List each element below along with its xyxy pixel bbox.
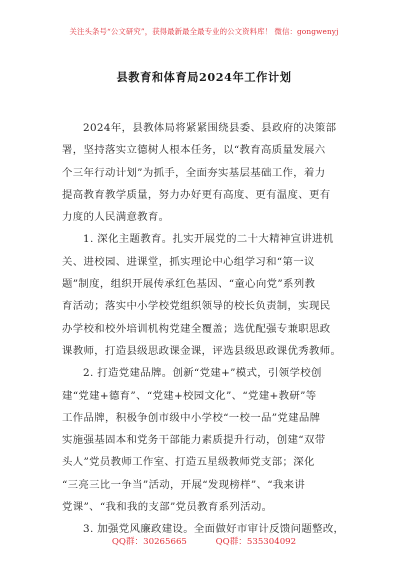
body-line: 题”制度，组织开展传承红色基因、“童心向党”系列教 bbox=[62, 278, 316, 291]
footer-qq-group-right: QQ群：535304092 bbox=[215, 537, 297, 547]
body-line: 个三年行动计划”为抓手，全面夯实基层基础工作，着力 bbox=[62, 166, 326, 179]
body-line: 1. 深化主题教育。扎实开展党的二十大精神宣讲进机 bbox=[83, 233, 334, 246]
body-line: 办学校和校外培训机构党建全覆盖；选优配强专兼职思政 bbox=[62, 322, 331, 335]
body-line: 2024年，县教体局将紧紧围绕县委、县政府的决策部 bbox=[83, 122, 337, 134]
body-line: 实施强基固本和党务干部能力素质提升行动，创建“双带 bbox=[62, 434, 326, 447]
body-line: 党课”、“我和我的支部”党员教育系列活动。 bbox=[62, 501, 273, 514]
body-line: 力度的人民满意教育。 bbox=[62, 211, 170, 224]
document-title: 县教育和体育局2024年工作计划 bbox=[116, 70, 292, 84]
body-line: “三亮三比一争当”活动，开展“发现榜样”、“我来讲 bbox=[62, 478, 306, 491]
body-line: 育活动；落实中小学校党组织领导的校长负责制，实现民 bbox=[62, 300, 331, 313]
body-line: 3. 加强党风廉政建设。全面做好市审计反馈问题整改， bbox=[83, 523, 345, 536]
body-line: 署，坚持落实立德树人根本任务，以“教育高质量发展六 bbox=[62, 144, 326, 157]
document-body bbox=[62, 117, 352, 541]
footer-contact bbox=[0, 535, 408, 547]
body-line: 工作品牌，积极争创市级中小学校“一校一品”党建品牌 bbox=[62, 411, 321, 424]
promo-banner: 关注头条号“公文研究”，获得最新最全最专业的公文资料库！ 微信：gongwenyj bbox=[69, 27, 339, 36]
body-line: 提高教育教学质量，努力办好更有高度、更有温度、更有 bbox=[62, 188, 331, 201]
body-line: 建“党建+德育”、“党建+校园文化”、“党建+教研”等 bbox=[62, 389, 317, 402]
body-line: 2. 打造党建品牌。创新“党建+”模式，引领学校创 bbox=[83, 367, 322, 380]
footer-qq-group-left: QQ群：30265665 bbox=[111, 537, 187, 547]
body-line: 头人”党员教师工作室、打造五星级教师党支部；深化 bbox=[62, 456, 315, 469]
body-line: 课教师，打造县级思政课金课，评选县级思政课优秀教师。 bbox=[62, 344, 342, 357]
body-line: 关、进校园、进课堂，抓实理论中心组学习和“第一议 bbox=[62, 255, 315, 268]
